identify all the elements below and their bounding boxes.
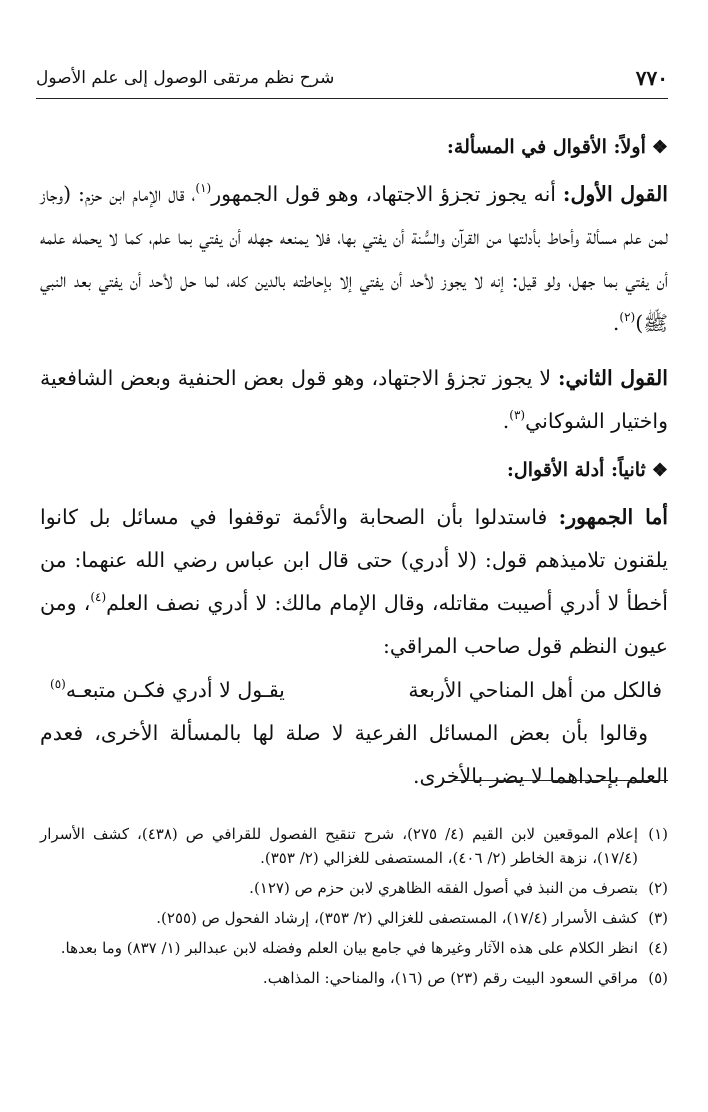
paragraph-text: فاستدلوا بأن الصحابة والأئمة توقفوا في مسائل بل كانوا يلقنون تلاميذهم قول: (لا أدري) حتى قال ابن عباس رضي الله عنهما: من أخطأ لا أدري أصيبت مقاتله، وقال الإمام مالك: لا أدري نصف العلم xyxy=(40,505,668,615)
footnote-number: (٢) xyxy=(648,879,668,897)
footnote-ref[interactable]: (٣) xyxy=(509,408,526,422)
footnote-item xyxy=(40,966,668,990)
bullet-icon: ❖ xyxy=(651,137,668,158)
footnotes xyxy=(40,822,668,996)
paragraph-second-opinion xyxy=(40,357,668,443)
main-text xyxy=(40,132,668,798)
footnote-number: (٥) xyxy=(648,969,668,987)
footnote-item xyxy=(40,906,668,930)
footnote-text: بتصرف من النبذ في أصول الفقه الظاهري لابن حزم ص (١٢٧). xyxy=(249,879,638,897)
opinion-label: القول الأول: xyxy=(562,182,668,206)
paragraph-text: لا يجوز تجزؤ الاجتهاد، وهو قول بعض الحنفية وبعض الشافعية واختيار الشوكاني xyxy=(40,366,668,433)
paragraph-conclusion: وقالوا بأن بعض المسائل الفرعية لا صلة لها بالمسألة الأخرى، فعدم العلم بإحداهما لا يضر بالأخرى. xyxy=(40,721,668,788)
section-heading-opinions xyxy=(40,132,668,163)
bullet-icon: ❖ xyxy=(651,460,668,481)
paragraph-majority-evidence xyxy=(40,496,668,668)
opinion-label: القول الثاني: xyxy=(557,366,668,390)
footnote-number: (٣) xyxy=(648,909,668,927)
heading-text: ثانياً: أدلة الأقوال: xyxy=(506,459,646,481)
footnote-ref[interactable]: (٥) xyxy=(50,677,66,691)
paragraph-text: أنه يجوز تجزؤ الاجتهاد، وهو قول الجمهور xyxy=(211,182,563,206)
running-title: شرح نظم مرتقى الوصول إلى علم الأصول xyxy=(36,68,335,88)
paragraph-text: . xyxy=(612,311,620,335)
section-heading-evidence xyxy=(40,455,668,486)
page-number: ٧٧٠ xyxy=(635,66,668,90)
footnote-item xyxy=(40,822,668,870)
footnote-text: مراقي السعود البيت رقم (٢٣) ص (١٦)، والمناحي: المذاهب. xyxy=(262,969,638,987)
footnote-text: كشف الأسرار (١٧/٤)، المستصفى للغزالي (٢/ ٣٥٣)، إرشاد الفحول ص (٢٥٥). xyxy=(156,909,638,927)
paragraph-text: ، قال الإمام ابن حزم: (وجاز لمن علم مسألة وأحاط بأدلتها من القرآن والسُّنة أن يفتي بها، فلا يمنعه جهله أن يفتي بما علم، كما لا يحمله علمه أن يفتي بما جهل، ولو قيل: إنه لا يجوز لأحد أن يفتي إلا بإحاطته بالدين كله، لما حل لأحد أن يفتي بعد النبي ﷺ) xyxy=(40,182,668,335)
paragraph-first-opinion xyxy=(40,173,668,345)
verse-hemistich-2: يقـول لا أدري فكـن متبعـه xyxy=(65,678,285,702)
paragraph-text: . xyxy=(502,409,510,433)
footnote-item xyxy=(40,936,668,960)
paragraph-label: أما الجمهور: xyxy=(558,505,669,529)
footnote-text: إعلام الموقعين لابن القيم (٤/ ٢٧٥)، شرح تنقيح الفصول للقرافي ص (٤٣٨)، كشف الأسرار (١٧/٤)، نزهة الخاطر (٢/ ٤٠٦)، المستصفى للغزالي (٢/ ٣٥٣). xyxy=(40,825,638,867)
footnote-text: انظر الكلام على هذه الآثار وغيرها في جامع بيان العلم وفضله لابن عبدالبر (١/ ٨٣٧) وما بعدها. xyxy=(60,939,638,957)
footnote-separator xyxy=(453,780,668,781)
footnote-ref[interactable]: (١) xyxy=(195,181,212,195)
footnote-item xyxy=(40,876,668,900)
verse-hemistich-1: فالكل من أهل المناحي الأربعة xyxy=(408,678,662,702)
heading-text: أولاً: الأقوال في المسألة: xyxy=(446,136,646,158)
verse-hemistich-2-wrap xyxy=(50,668,285,712)
paragraph-text: ، ومن عيون النظم قول صاحب المراقي: xyxy=(40,591,668,658)
poem-verse xyxy=(40,668,668,712)
page-header xyxy=(36,66,668,99)
footnote-ref[interactable]: (٢) xyxy=(619,310,636,324)
footnote-ref[interactable]: (٤) xyxy=(90,590,107,604)
footnote-number: (٤) xyxy=(648,939,668,957)
footnote-number: (١) xyxy=(648,825,668,843)
